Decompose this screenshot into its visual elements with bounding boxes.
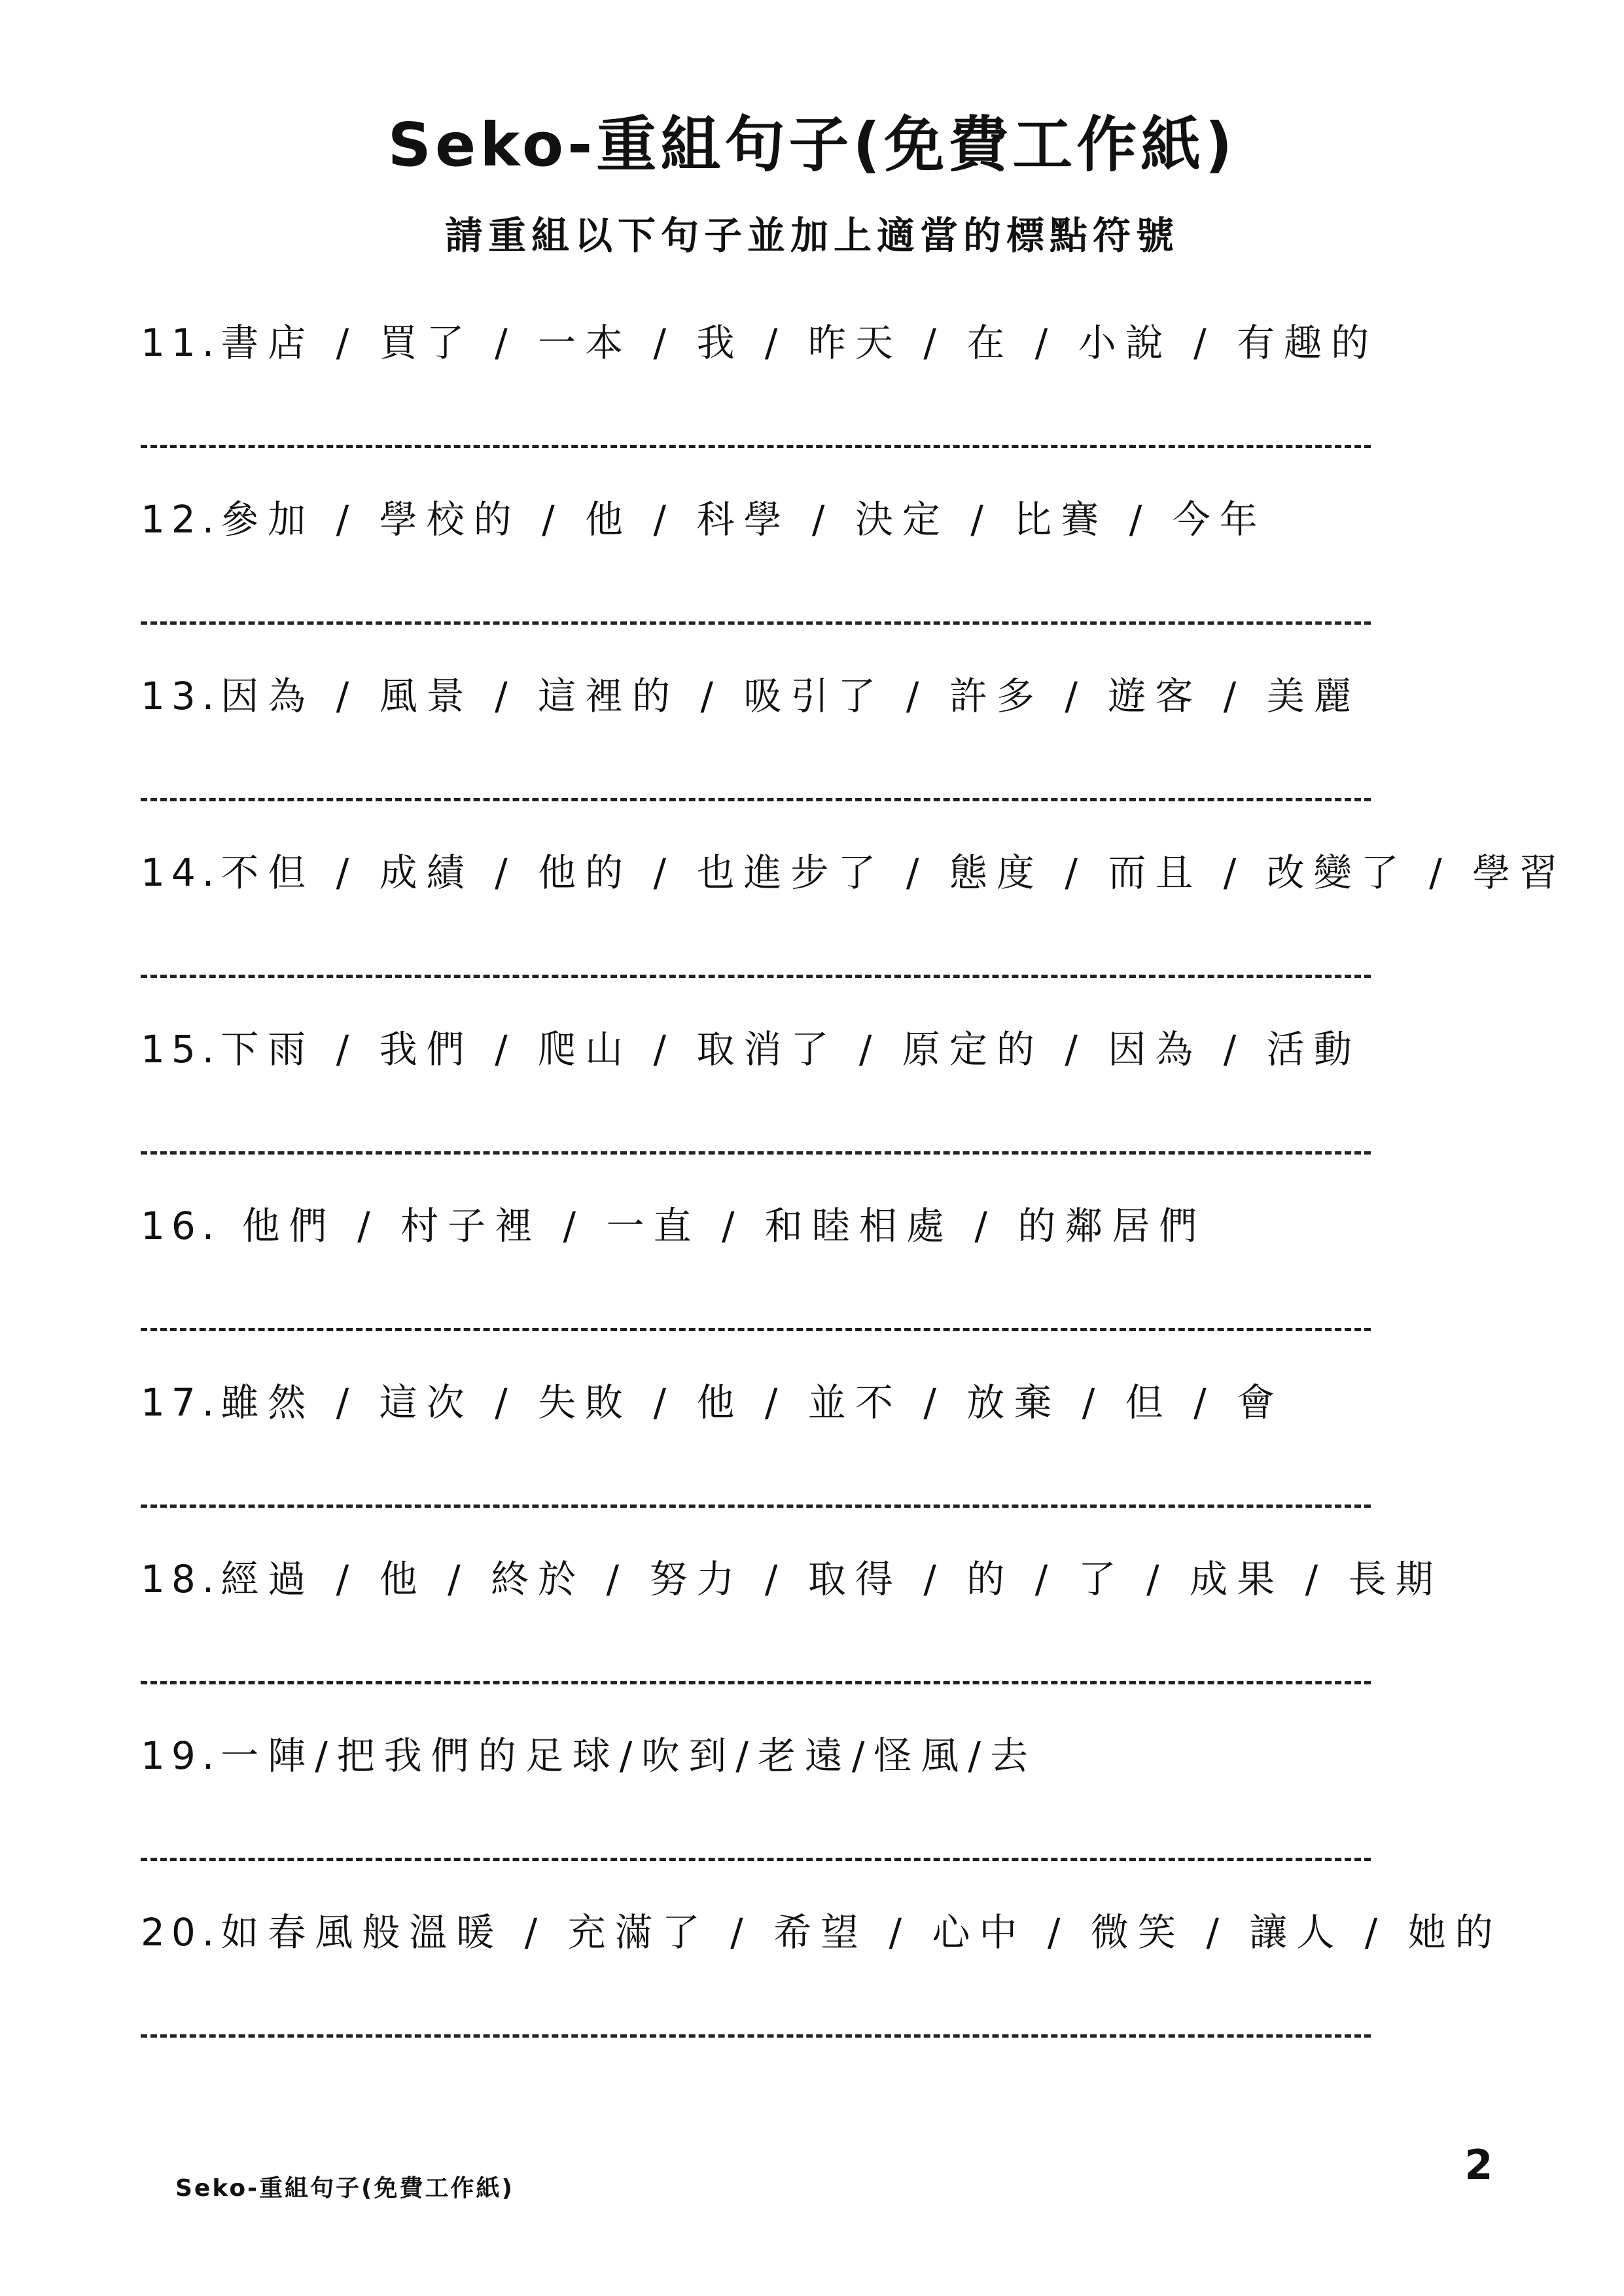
question-13: [141, 666, 1361, 726]
question-14: [141, 843, 1566, 903]
answer-line-18: [141, 1681, 1371, 1684]
question-number: 20.: [141, 1910, 221, 1955]
question-number: 15.: [141, 1027, 221, 1071]
question-words: 參加 / 學校的 / 他 / 科學 / 決定 / 比賽 / 今年: [221, 497, 1267, 542]
worksheet-title: Seko-重組句子(免費工作紙): [387, 110, 1237, 180]
page-number: 2: [1464, 2141, 1493, 2189]
question-number: 17.: [141, 1380, 221, 1425]
question-20: [141, 1902, 1502, 1962]
question-words: 一陣/把我們的足球/吹到/老遠/怪風/去: [221, 1733, 1037, 1778]
answer-line-16: [141, 1328, 1371, 1331]
question-18: [141, 1549, 1443, 1609]
answer-line-13: [141, 798, 1371, 801]
answer-line-17: [141, 1505, 1371, 1508]
question-words: 下雨 / 我們 / 爬山 / 取消了 / 原定的 / 因為 / 活動: [221, 1027, 1361, 1071]
question-11: [141, 313, 1378, 373]
question-words: 不但 / 成績 / 他的 / 也進步了 / 態度 / 而且 / 改變了 / 學習: [221, 850, 1567, 895]
question-number: 18.: [141, 1557, 221, 1601]
instruction-text: 請重組以下句子並加上適當的標點符號: [444, 213, 1179, 258]
question-words: 經過 / 他 / 終於 / 努力 / 取得 / 的 / 了 / 成果 / 長期: [221, 1557, 1443, 1601]
answer-line-20: [141, 2034, 1371, 2038]
answer-line-14: [141, 975, 1371, 978]
question-number: 14.: [141, 850, 221, 895]
question-12: [141, 489, 1267, 549]
footer-text: Seko-重組句子(免費工作紙): [175, 2175, 514, 2202]
question-16: [141, 1196, 1206, 1256]
answer-line-19: [141, 1858, 1371, 1861]
question-words: 如春風般溫暖 / 充滿了 / 希望 / 心中 / 微笑 / 讓人 / 她的: [221, 1910, 1502, 1955]
question-15: [141, 1019, 1361, 1079]
question-number: 13.: [141, 674, 221, 718]
question-number: 16.: [141, 1204, 221, 1248]
answer-line-15: [141, 1151, 1371, 1155]
question-words: 雖然 / 這次 / 失敗 / 他 / 並不 / 放棄 / 但 / 會: [221, 1380, 1284, 1425]
question-19: [141, 1726, 1037, 1786]
question-words: 書店 / 買了 / 一本 / 我 / 昨天 / 在 / 小說 / 有趣的: [221, 321, 1379, 365]
question-number: 11.: [141, 321, 221, 365]
question-17: [141, 1372, 1284, 1433]
question-number: 12.: [141, 497, 221, 542]
question-words: 他們 / 村子裡 / 一直 / 和睦相處 / 的鄰居們: [221, 1204, 1207, 1248]
question-words: 因為 / 風景 / 這裡的 / 吸引了 / 許多 / 遊客 / 美麗: [221, 674, 1361, 718]
answer-line-12: [141, 621, 1371, 625]
answer-line-11: [141, 445, 1371, 448]
question-number: 19.: [141, 1733, 221, 1778]
